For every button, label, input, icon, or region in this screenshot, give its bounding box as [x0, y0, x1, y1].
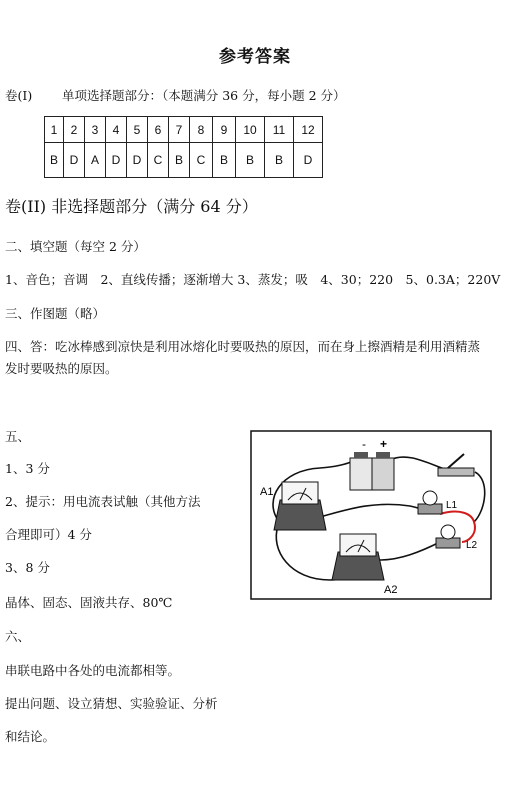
section3-title: 三、作图题（略） — [5, 306, 106, 321]
bulb-l1-label: L1 — [446, 500, 458, 511]
question-number: 2 — [64, 117, 85, 143]
section6-title: 六、 — [5, 629, 31, 644]
section4-line2: 发时要吸热的原因。 — [5, 361, 118, 376]
question-number: 10 — [236, 117, 265, 143]
section6-line1: 串联电路中各处的电流都相等。 — [5, 663, 181, 678]
section4-line1: 四、答：吃冰棒感到凉快是利用冰熔化时要吸热的原因，而在身上擦酒精是利用酒精蒸 — [5, 339, 481, 354]
question-number: 6 — [148, 117, 169, 143]
question-number: 11 — [265, 117, 294, 143]
battery-plus-label: + — [380, 437, 388, 451]
answer-cell: B — [236, 143, 265, 178]
section5-answer2-line1: 2、提示：用电流表试触（其他方法 — [5, 494, 201, 509]
question-number: 4 — [106, 117, 127, 143]
answer-cell: D — [106, 143, 127, 178]
battery — [350, 452, 394, 490]
section5-title: 五、 — [5, 429, 31, 444]
answer-cell: D — [294, 143, 323, 178]
answer-table — [44, 116, 323, 178]
answer-cell: B — [45, 143, 64, 178]
answer-cell: C — [148, 143, 169, 178]
part2-heading: 卷(II) 非选择题部分（满分 64 分） — [5, 197, 258, 216]
ammeter-a2-label: A2 — [384, 584, 398, 596]
section6-line2: 提出问题、设立猜想、实验验证、分析 — [5, 696, 218, 711]
section6-line3: 和结论。 — [5, 729, 56, 744]
answer-table-number-row — [45, 117, 323, 143]
section5-answer1: 1、3 分 — [5, 461, 50, 476]
answer-cell: B — [169, 143, 190, 178]
answer-cell: D — [64, 143, 85, 178]
section5-answer3: 3、8 分 — [5, 560, 50, 575]
page-title: 参考答案 — [219, 47, 291, 67]
question-number: 5 — [127, 117, 148, 143]
section2-answers: 1、音色；音调 2、直线传播；逐渐增大 3、蒸发；吸 4、30；220 5、0.3A；220V — [5, 272, 501, 287]
question-number: 1 — [45, 117, 64, 143]
part1-label: 卷(I) — [5, 88, 33, 103]
section5-answer2-line2: 合理即可）4 分 — [5, 527, 92, 542]
answer-table-answer-row — [45, 143, 323, 178]
answer-cell: A — [85, 143, 106, 178]
answer-cell: C — [190, 143, 213, 178]
battery-minus-label: - — [362, 437, 366, 451]
question-number: 3 — [85, 117, 106, 143]
ammeter-a2 — [332, 534, 384, 580]
question-number: 9 — [213, 117, 236, 143]
answer-cell: B — [213, 143, 236, 178]
part1-heading: 单项选择题部分：（本题满分 36 分，每小题 2 分） — [62, 88, 346, 103]
bulb-l2-label: L2 — [466, 540, 478, 551]
ammeter-a1 — [274, 482, 326, 530]
series-circuit-figure — [250, 430, 492, 600]
question-number: 12 — [294, 117, 323, 143]
question-number: 8 — [190, 117, 213, 143]
question-number: 7 — [169, 117, 190, 143]
answer-cell: D — [127, 143, 148, 178]
answer-cell: B — [265, 143, 294, 178]
ammeter-a1-label: A1 — [260, 486, 274, 498]
section5-answer4: 晶体、固态、固液共存、80℃ — [5, 595, 173, 610]
section2-title: 二、填空题（每空 2 分） — [5, 239, 146, 254]
